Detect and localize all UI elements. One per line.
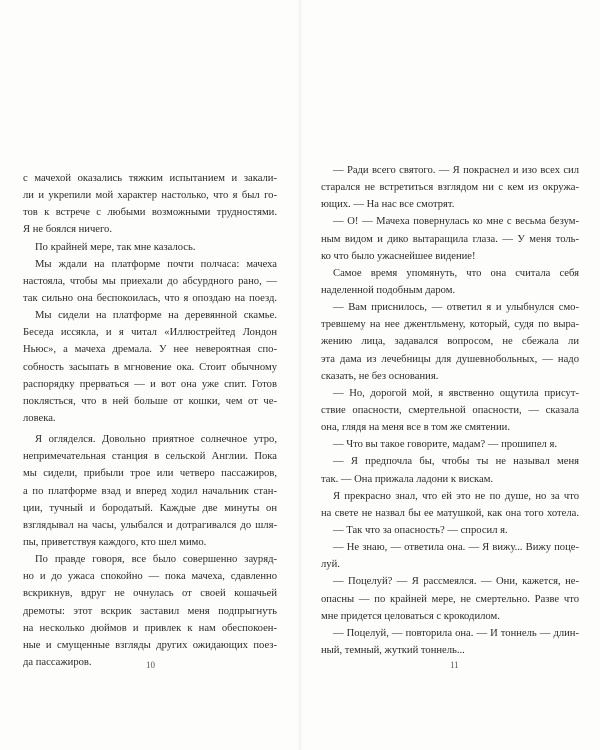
text-line: ствие опасности, смертельной опасности, — сказала	[321, 404, 579, 416]
text-line: По крайней мере, так мне казалось.	[35, 241, 196, 253]
text-line: ный, темный, жуткий тоннель...	[321, 644, 465, 656]
text-line: настояла, чтобы мы приехали до абсурдного рано, —	[23, 275, 277, 287]
text-line: Ньюс», а мачеха дремала. У нее невероятная спо-	[23, 344, 277, 356]
text-line: мне придется целоваться с крокодилом.	[321, 610, 500, 622]
text-line: ко что было ужаснейшее видение!	[321, 250, 476, 262]
text-line: старался не встретиться взглядом ни с кем из окружа-	[321, 182, 579, 194]
left-page-text	[23, 170, 277, 671]
text-line: ли и укрепили мой характер настолько, что я был го-	[23, 190, 277, 202]
text-line: поклясться, что в ней больше от кошки, чем от че-	[23, 395, 277, 407]
text-line: тов к встрече с любыми возможными трудностями.	[23, 207, 277, 219]
text-line: Мы сидели на платформе на деревянной скамье.	[35, 310, 277, 322]
text-line: Я прекрасно знал, что ей это не по душе, но за что	[333, 490, 579, 502]
text-line: — Вам приснилось, — ответил я и улыбнулся смо-	[333, 302, 579, 314]
left-page-number: 10	[146, 660, 155, 670]
text-line: Я не боялся ничего.	[23, 224, 112, 236]
text-line: мы сидели, прибыли трое или четверо пассажиров,	[23, 468, 277, 480]
text-line: непримечательная станция в сельской Англии. Пока	[23, 451, 277, 463]
text-line: но и до ужаса спокойно — пока мачеха, сдавленно	[23, 571, 277, 583]
text-line: сказать, не без основания.	[321, 370, 439, 382]
text-line: наделенной подобным даром.	[321, 284, 456, 296]
text-line: ным видом и дико вытаращила глаза. — У меня толь-	[321, 233, 579, 245]
text-line: — Я предпочла бы, чтобы ты не называл меня	[333, 456, 579, 468]
text-line: Мы ждали на платформе почти полчаса: мачеха	[35, 258, 277, 270]
text-line: опасны — по крайней мере, не смертельно. Разве что	[321, 593, 579, 605]
right-page-number: 11	[450, 660, 459, 670]
text-line: — Не знаю, — ответила она. — Я вижу... Вижу поце-	[333, 542, 579, 554]
text-line: с мачехой оказались тяжким испытанием и закали-	[23, 173, 277, 184]
text-line: она, глядя на меня все в том же смятении.	[321, 422, 510, 434]
text-line: так. — Она прижала ладони к вискам.	[321, 473, 494, 485]
text-line: вскрикнув, вдруг не очнулась от своей кошачьей	[23, 588, 277, 600]
text-line: а по платформе взад и вперед ходил начальник стан-	[23, 485, 277, 497]
text-line: собность засыпать в мгновение ока. Стоит обычному	[23, 361, 277, 373]
text-line: жению лица, задавался вопросом, не сбежала ли	[321, 336, 579, 348]
text-line: — Поцелуй? — Я рассмеялся. — Они, кажется, не-	[333, 576, 579, 588]
text-line: ные и смущенные взгляды других ожидающих поез-	[23, 639, 277, 651]
text-line: взглядывал на часы, улыбался и дотрагивался до шля-	[23, 519, 277, 531]
text-line: дремоты: этот вскрик заставил меня подпрыгнуть	[23, 605, 277, 617]
text-line: Самое время упомянуть, что она считала себя	[333, 267, 579, 279]
text-line: эта дама из лечебницы для душевнобольных, — надо	[321, 353, 579, 365]
text-line: — О! — Мачеха повернулась ко мне с весьма безум-	[333, 216, 579, 228]
text-line: на свете не назвал бы ее матушкой, как она того хотела.	[321, 507, 579, 519]
text-line: ции, тучный и бородатый. Каждые две минуты он	[23, 502, 277, 514]
text-line: луй.	[321, 559, 340, 571]
text-line: — Но, дорогой мой, я явственно ощутила присут-	[333, 387, 579, 399]
right-page	[300, 0, 600, 750]
text-line: ловека.	[23, 412, 56, 424]
text-line: распорядку прерваться — и вот она уже спит. Готов	[23, 378, 277, 390]
text-line: — Что вы такое говорите, мадам? — прошипел я.	[333, 439, 558, 451]
text-line: тревшему на нее джентльмену, который, судя по выра-	[321, 319, 579, 331]
text-line: ющих. — На нас все смотрят.	[321, 199, 455, 211]
text-line: да пассажиров.	[23, 656, 92, 668]
text-line: По правде говоря, все было совершенно зауряд-	[35, 554, 277, 566]
text-line: так сильно она беспокоилась, что я опоздаю на поезд.	[23, 292, 277, 304]
text-line: Я огляделся. Довольно приятное солнечное утро,	[35, 434, 277, 446]
right-page-text	[321, 162, 579, 659]
text-line: на несколько дюймов и привлек к нам обеспокоен-	[23, 622, 277, 634]
text-line: — Ради всего святого. — Я покраснел и изо всех сил	[333, 165, 579, 176]
text-line: — Поцелуй, — повторила она. — И тоннель — длин-	[333, 627, 579, 639]
text-line: Беседа иссякла, и я читал «Иллюстрейтед Лондон	[23, 327, 277, 339]
text-line: пы, приветствуя каждого, кто шел мимо.	[23, 536, 207, 548]
text-line: — Так что за опасность? — спросил я.	[333, 524, 508, 536]
